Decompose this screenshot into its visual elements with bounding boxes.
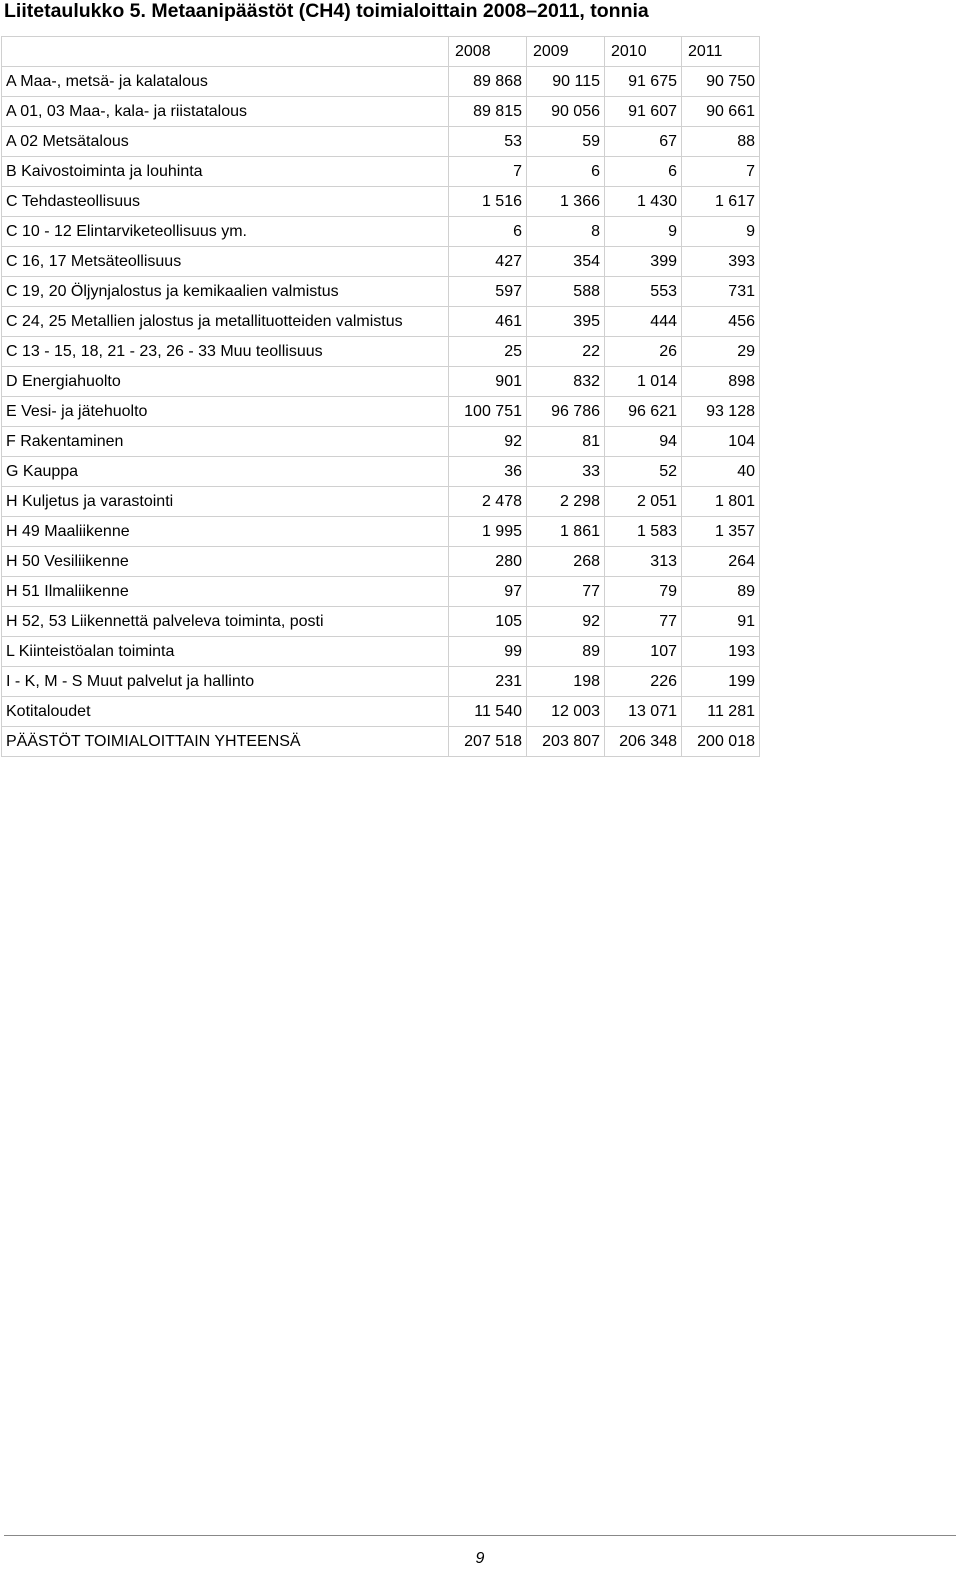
value-cell: 90 661 bbox=[682, 97, 760, 127]
value-cell: 11 281 bbox=[682, 697, 760, 727]
value-cell: 89 868 bbox=[449, 67, 527, 97]
value-cell: 100 751 bbox=[449, 397, 527, 427]
value-cell: 90 056 bbox=[527, 97, 605, 127]
table-row bbox=[2, 67, 760, 97]
row-label: H 52, 53 Liikennettä palveleva toiminta, posti bbox=[2, 607, 449, 637]
value-cell: 6 bbox=[605, 157, 682, 187]
table-row bbox=[2, 727, 760, 757]
row-label: C Tehdasteollisuus bbox=[2, 187, 449, 217]
value-cell: 11 540 bbox=[449, 697, 527, 727]
table-row bbox=[2, 607, 760, 637]
header-empty-cell bbox=[2, 37, 449, 67]
value-cell: 898 bbox=[682, 367, 760, 397]
value-cell: 200 018 bbox=[682, 727, 760, 757]
value-cell: 1 995 bbox=[449, 517, 527, 547]
value-cell: 89 bbox=[527, 637, 605, 667]
value-cell: 553 bbox=[605, 277, 682, 307]
table-row bbox=[2, 127, 760, 157]
value-cell: 52 bbox=[605, 457, 682, 487]
table-header-row bbox=[2, 37, 760, 67]
value-cell: 77 bbox=[527, 577, 605, 607]
value-cell: 91 675 bbox=[605, 67, 682, 97]
value-cell: 832 bbox=[527, 367, 605, 397]
value-cell: 99 bbox=[449, 637, 527, 667]
value-cell: 313 bbox=[605, 547, 682, 577]
value-cell: 1 861 bbox=[527, 517, 605, 547]
row-label: A 01, 03 Maa-, kala- ja riistatalous bbox=[2, 97, 449, 127]
value-cell: 1 366 bbox=[527, 187, 605, 217]
row-label: F Rakentaminen bbox=[2, 427, 449, 457]
value-cell: 13 071 bbox=[605, 697, 682, 727]
table-row bbox=[2, 307, 760, 337]
value-cell: 40 bbox=[682, 457, 760, 487]
value-cell: 9 bbox=[605, 217, 682, 247]
value-cell: 280 bbox=[449, 547, 527, 577]
table-row bbox=[2, 367, 760, 397]
value-cell: 91 607 bbox=[605, 97, 682, 127]
value-cell: 731 bbox=[682, 277, 760, 307]
value-cell: 29 bbox=[682, 337, 760, 367]
page-title: Liitetaulukko 5. Metaanipäästöt (CH4) toimialoittain 2008–2011, tonnia bbox=[4, 0, 649, 22]
table-row bbox=[2, 697, 760, 727]
value-cell: 94 bbox=[605, 427, 682, 457]
table-row bbox=[2, 457, 760, 487]
value-cell: 597 bbox=[449, 277, 527, 307]
row-label: D Energiahuolto bbox=[2, 367, 449, 397]
value-cell: 231 bbox=[449, 667, 527, 697]
value-cell: 96 621 bbox=[605, 397, 682, 427]
table-row bbox=[2, 637, 760, 667]
year-header: 2008 bbox=[449, 37, 527, 67]
value-cell: 1 583 bbox=[605, 517, 682, 547]
table-row bbox=[2, 487, 760, 517]
emissions-table bbox=[1, 36, 760, 757]
table-row bbox=[2, 337, 760, 367]
value-cell: 264 bbox=[682, 547, 760, 577]
value-cell: 88 bbox=[682, 127, 760, 157]
row-label: C 24, 25 Metallien jalostus ja metallituotteiden valmistus bbox=[2, 307, 449, 337]
value-cell: 97 bbox=[449, 577, 527, 607]
value-cell: 22 bbox=[527, 337, 605, 367]
table-row bbox=[2, 277, 760, 307]
row-label: C 16, 17 Metsäteollisuus bbox=[2, 247, 449, 277]
row-label: H 49 Maaliikenne bbox=[2, 517, 449, 547]
value-cell: 901 bbox=[449, 367, 527, 397]
row-label: H Kuljetus ja varastointi bbox=[2, 487, 449, 517]
value-cell: 6 bbox=[527, 157, 605, 187]
year-header: 2009 bbox=[527, 37, 605, 67]
value-cell: 193 bbox=[682, 637, 760, 667]
value-cell: 199 bbox=[682, 667, 760, 697]
row-label: H 50 Vesiliikenne bbox=[2, 547, 449, 577]
value-cell: 7 bbox=[682, 157, 760, 187]
value-cell: 105 bbox=[449, 607, 527, 637]
table-row bbox=[2, 247, 760, 277]
value-cell: 89 815 bbox=[449, 97, 527, 127]
row-label: Kotitaloudet bbox=[2, 697, 449, 727]
value-cell: 203 807 bbox=[527, 727, 605, 757]
value-cell: 12 003 bbox=[527, 697, 605, 727]
row-label: C 19, 20 Öljynjalostus ja kemikaalien valmistus bbox=[2, 277, 449, 307]
value-cell: 89 bbox=[682, 577, 760, 607]
row-label: H 51 Ilmaliikenne bbox=[2, 577, 449, 607]
value-cell: 92 bbox=[449, 427, 527, 457]
value-cell: 1 516 bbox=[449, 187, 527, 217]
table-row bbox=[2, 397, 760, 427]
table-row bbox=[2, 217, 760, 247]
table-row bbox=[2, 547, 760, 577]
row-label: L Kiinteistöalan toiminta bbox=[2, 637, 449, 667]
table-row bbox=[2, 517, 760, 547]
row-label: G Kauppa bbox=[2, 457, 449, 487]
value-cell: 59 bbox=[527, 127, 605, 157]
footer-divider bbox=[4, 1535, 956, 1536]
row-label: C 10 - 12 Elintarviketeollisuus ym. bbox=[2, 217, 449, 247]
row-label: B Kaivostoiminta ja louhinta bbox=[2, 157, 449, 187]
row-label: A Maa-, metsä- ja kalatalous bbox=[2, 67, 449, 97]
value-cell: 588 bbox=[527, 277, 605, 307]
value-cell: 456 bbox=[682, 307, 760, 337]
table-row bbox=[2, 577, 760, 607]
table-row bbox=[2, 427, 760, 457]
value-cell: 96 786 bbox=[527, 397, 605, 427]
value-cell: 6 bbox=[449, 217, 527, 247]
row-label: I - K, M - S Muut palvelut ja hallinto bbox=[2, 667, 449, 697]
value-cell: 91 bbox=[682, 607, 760, 637]
table-row bbox=[2, 157, 760, 187]
value-cell: 226 bbox=[605, 667, 682, 697]
value-cell: 8 bbox=[527, 217, 605, 247]
value-cell: 399 bbox=[605, 247, 682, 277]
value-cell: 79 bbox=[605, 577, 682, 607]
value-cell: 444 bbox=[605, 307, 682, 337]
value-cell: 1 430 bbox=[605, 187, 682, 217]
value-cell: 9 bbox=[682, 217, 760, 247]
value-cell: 81 bbox=[527, 427, 605, 457]
value-cell: 90 115 bbox=[527, 67, 605, 97]
value-cell: 1 014 bbox=[605, 367, 682, 397]
row-label: E Vesi- ja jätehuolto bbox=[2, 397, 449, 427]
value-cell: 67 bbox=[605, 127, 682, 157]
value-cell: 354 bbox=[527, 247, 605, 277]
value-cell: 25 bbox=[449, 337, 527, 367]
value-cell: 92 bbox=[527, 607, 605, 637]
value-cell: 1 357 bbox=[682, 517, 760, 547]
row-label: PÄÄSTÖT TOIMIALOITTAIN YHTEENSÄ bbox=[2, 727, 449, 757]
value-cell: 1 617 bbox=[682, 187, 760, 217]
value-cell: 393 bbox=[682, 247, 760, 277]
value-cell: 268 bbox=[527, 547, 605, 577]
value-cell: 104 bbox=[682, 427, 760, 457]
value-cell: 36 bbox=[449, 457, 527, 487]
value-cell: 53 bbox=[449, 127, 527, 157]
value-cell: 77 bbox=[605, 607, 682, 637]
table-body bbox=[2, 67, 760, 757]
value-cell: 7 bbox=[449, 157, 527, 187]
value-cell: 427 bbox=[449, 247, 527, 277]
year-header: 2010 bbox=[605, 37, 682, 67]
value-cell: 2 478 bbox=[449, 487, 527, 517]
value-cell: 33 bbox=[527, 457, 605, 487]
value-cell: 2 051 bbox=[605, 487, 682, 517]
value-cell: 107 bbox=[605, 637, 682, 667]
value-cell: 395 bbox=[527, 307, 605, 337]
value-cell: 198 bbox=[527, 667, 605, 697]
table-row bbox=[2, 97, 760, 127]
row-label: C 13 - 15, 18, 21 - 23, 26 - 33 Muu teollisuus bbox=[2, 337, 449, 367]
value-cell: 461 bbox=[449, 307, 527, 337]
value-cell: 90 750 bbox=[682, 67, 760, 97]
page-number: 9 bbox=[475, 1550, 485, 1567]
value-cell: 26 bbox=[605, 337, 682, 367]
table-row bbox=[2, 187, 760, 217]
value-cell: 2 298 bbox=[527, 487, 605, 517]
value-cell: 206 348 bbox=[605, 727, 682, 757]
value-cell: 1 801 bbox=[682, 487, 760, 517]
year-header: 2011 bbox=[682, 37, 760, 67]
table-row bbox=[2, 667, 760, 697]
value-cell: 93 128 bbox=[682, 397, 760, 427]
value-cell: 207 518 bbox=[449, 727, 527, 757]
row-label: A 02 Metsätalous bbox=[2, 127, 449, 157]
